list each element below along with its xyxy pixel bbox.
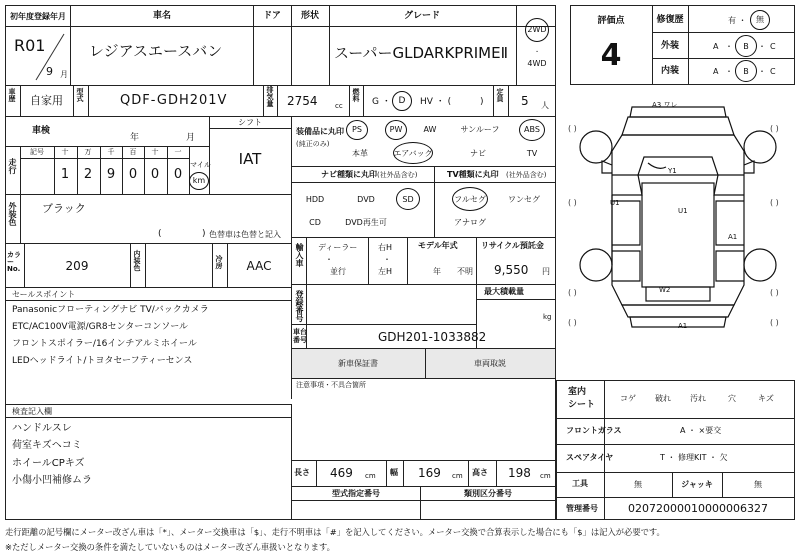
int-b: B — [743, 67, 749, 76]
capacity-unit: 人 — [541, 101, 549, 110]
inspector-line-1: ハンドルスレ — [12, 423, 72, 434]
seat-hole: 穴 — [728, 394, 736, 403]
interior-seat-label-1: 室内 — [568, 387, 587, 397]
bracket-mark: ( ) — [568, 288, 577, 297]
width-label: 幅 — [390, 468, 398, 477]
tv-label: TV種類に丸印 — [447, 170, 499, 179]
inspector-line-3: ホイールCPキズ — [12, 458, 85, 469]
tv-sub: (社外品含む) — [506, 171, 547, 179]
shift-value: IAT — [238, 150, 262, 168]
mileage-digit-1: 1 — [60, 167, 70, 182]
bracket-mark: ( ) — [770, 318, 779, 327]
mileage-head-0: 記号 — [30, 148, 44, 156]
import-right: 右H — [378, 243, 393, 252]
equipment-sub: (純正のみ) — [296, 140, 330, 148]
usage-label: 車歴 — [8, 88, 16, 102]
cc-unit: cc — [335, 102, 343, 110]
inspection-label: 車検 — [32, 126, 51, 136]
int-c: C — [770, 67, 776, 76]
color-value: ブラック — [42, 202, 86, 215]
fuel-d: D — [398, 96, 406, 106]
bracket-mark: ( ) — [568, 318, 577, 327]
mileage-head-4: 百 — [129, 148, 137, 156]
navi-label: ナビ種類に丸印 — [321, 170, 377, 179]
mileage-label: 走行 — [8, 158, 17, 174]
import-parallel: 並行 — [330, 267, 346, 276]
sales-points-label: セールスポイント — [12, 290, 76, 299]
equip-sunroof: サンルーフ — [460, 125, 500, 134]
car-diagram — [562, 95, 794, 335]
mark-w2: W2 — [659, 286, 671, 294]
chassis-label: 車台番号 — [293, 328, 307, 344]
glass-label: フロントガラス — [566, 426, 622, 435]
seat-dirt: 汚れ — [690, 394, 706, 403]
grade: スーパーGLDARKPRIMEⅡ — [334, 44, 508, 62]
reg-month-unit: 月 — [60, 70, 68, 79]
navi-sub: (社外品含む) — [377, 171, 418, 179]
mark-u1-left: U1 — [610, 199, 620, 207]
bracket-mark: ( ) — [770, 288, 779, 297]
max-load-kg: kg — [543, 313, 552, 321]
inspector-label: 検査記入欄 — [12, 407, 52, 416]
reg-month: 9 — [46, 65, 53, 78]
int-sep-1: ・ — [725, 67, 733, 76]
model-year-label: モデル年式 — [418, 241, 458, 250]
mileage-head-1: 十 — [61, 148, 69, 156]
mark-a1-rear: A1 — [678, 322, 688, 330]
equip-tv: TV — [526, 149, 538, 158]
navi-hdd: HDD — [305, 195, 325, 204]
width-value: 169 — [418, 466, 441, 480]
capacity-value: 5 — [521, 94, 529, 108]
import-left: 左H — [378, 267, 393, 276]
import-dealer: ディーラー — [318, 243, 358, 252]
seat-tear: 破れ — [655, 394, 671, 403]
interior-seat-label-2: シート — [568, 400, 596, 410]
model-year-unit: 年 — [433, 267, 441, 276]
equip-aw: AW — [423, 125, 437, 134]
color-paren-close: ) — [202, 229, 206, 239]
bracket-mark: ( ) — [770, 198, 779, 207]
displacement-value: 2754 — [287, 94, 318, 108]
grade-label: グレード — [403, 11, 441, 21]
sales-point-2: ETC/AC100V電源/GR8センターコンソール — [12, 322, 189, 332]
equip-pw: PW — [389, 125, 403, 134]
width-cm: cm — [452, 472, 463, 480]
seat-burn: コゲ — [620, 394, 636, 403]
footer-note-2: ※ただしメーター交換の条件を満たしていないものはメーター改ざん車扱いとなります。 — [5, 542, 335, 552]
navi-dvd: DVD — [357, 195, 375, 204]
tv-analog: アナログ — [454, 218, 486, 227]
recycle-yen: 円 — [542, 267, 550, 276]
shift-label: シフト — [238, 118, 262, 127]
ext-sep-2: ・ — [758, 42, 766, 51]
color-code: 209 — [65, 259, 89, 273]
tools-value: 無 — [634, 480, 642, 489]
manual-label: 車両取説 — [474, 359, 506, 368]
mileage-head-3: 千 — [107, 148, 115, 156]
tools-label: 工具 — [572, 479, 588, 488]
ext-sep-1: ・ — [725, 42, 733, 51]
repair-selected: 無 — [756, 15, 764, 24]
length-label: 長さ — [294, 468, 310, 477]
seat-scratch: キズ — [758, 394, 774, 403]
navi-sd: SD — [402, 195, 414, 204]
spare-label: スペアタイヤ — [566, 453, 614, 462]
navi-cd: CD — [309, 218, 321, 227]
tv-fullseg: フルセグ — [454, 195, 486, 204]
reg-era: R01 — [14, 36, 46, 55]
equip-airbag: エアバッグ — [393, 149, 433, 158]
car-name-label: 車名 — [152, 11, 172, 21]
recycle-label: リサイクル預託金 — [481, 241, 544, 250]
model-value: QDF-GDH201V — [120, 93, 228, 108]
ext-a: A — [713, 42, 719, 51]
tv-oneseg: ワンセグ — [508, 195, 540, 204]
chassis-value: GDH201-1033882 — [378, 330, 487, 344]
shape-label: 形状 — [300, 11, 320, 21]
sales-point-4: LEDヘッドライト/トヨタセーフティーセンス — [12, 356, 193, 366]
interior-label: 内装 — [660, 66, 680, 76]
import-dot-1: ・ — [325, 255, 333, 264]
height-cm: cm — [540, 472, 551, 480]
interior-color-label: 内装色 — [133, 250, 141, 271]
sales-point-3: フロントスポイラー/16インチアルミホイール — [12, 339, 197, 349]
max-load-label: 最大積載量 — [484, 287, 524, 296]
glass-value: A ・ ×要交 — [680, 426, 722, 435]
spare-value: T ・ 修理KIT ・ 欠 — [660, 453, 728, 462]
footer-note-1: 走行距離の記号欄にメーター改ざん車は「*」、メーター交換車は「$」、走行不明車は「#」を記入してください。メーター交換で合算表示した場合にも「$」は記入が必要です。 — [5, 527, 665, 537]
type-cert-label: 型式指定番号 — [332, 489, 380, 498]
equipment-label: 装備品に丸印 — [296, 127, 344, 136]
equip-leather: 本革 — [352, 149, 368, 158]
mileage-head-5: 十 — [151, 148, 159, 156]
mile-label: マイル — [190, 161, 211, 169]
bracket-mark: ( ) — [568, 198, 577, 207]
mileage-head-6: 一 — [174, 148, 182, 156]
color-paren-open: ( — [158, 229, 162, 239]
drive-dot: . — [535, 45, 539, 55]
warranty-label: 新車保証書 — [338, 359, 378, 368]
door-label: ドア — [263, 11, 281, 21]
color-label: 外装色 — [8, 202, 17, 226]
inspection-year-unit: 年 — [130, 133, 140, 143]
equip-ps: PS — [352, 125, 362, 134]
mark-u1-center: U1 — [678, 207, 688, 215]
fuel-close: ) — [480, 97, 484, 107]
sales-point-1: Panasonicフローティングナビ TV/バックカメラ — [12, 305, 209, 315]
mark-y1: Y1 — [668, 167, 677, 175]
bracket-mark: ( ) — [568, 124, 577, 133]
usage-value: 自家用 — [30, 94, 63, 107]
repair-label: 修復歴 — [656, 15, 684, 25]
mileage-digit-3: 9 — [106, 167, 116, 182]
aircon-label: 冷房 — [215, 255, 223, 269]
notes-label: 注意事項・不具合箇所 — [296, 381, 366, 389]
import-dot-2: ・ — [383, 255, 391, 264]
fuel-hv: HV ・ ( — [420, 97, 452, 107]
jack-label: ジャッキ — [681, 480, 713, 489]
inspection-month-unit: 月 — [186, 133, 196, 143]
jack-value: 無 — [754, 480, 762, 489]
length-cm: cm — [365, 472, 376, 480]
registration-label: 登録番号 — [295, 290, 304, 322]
drive-2wd: 2WD — [527, 25, 547, 34]
height-label: 高さ — [472, 468, 488, 477]
inspector-line-4: 小傷小凹補修ムラ — [12, 475, 92, 486]
ext-c: C — [770, 42, 776, 51]
mileage-digit-4: 0 — [128, 167, 138, 182]
color-code-label: カラーNo. — [7, 251, 21, 273]
mileage-digit-6: 0 — [173, 167, 183, 182]
score-value: 4 — [600, 38, 622, 73]
mgmt-value: 02072000010000006327 — [628, 502, 768, 515]
int-sep-2: ・ — [758, 67, 766, 76]
exterior-label: 外装 — [660, 41, 680, 51]
mileage-digit-2: 2 — [83, 167, 93, 182]
fuel-g: G ・ — [372, 97, 391, 107]
equip-navi: ナビ — [470, 149, 486, 158]
model-label: 型式 — [76, 88, 84, 102]
model-year-unknown: 不明 — [457, 267, 473, 276]
reg-date-label: 初年度登録年月 — [10, 12, 66, 21]
inspector-line-2: 荷室キズヘコミ — [12, 440, 82, 451]
class-label: 類別区分番号 — [464, 489, 512, 498]
color-note: 色替車は色替と記入 — [209, 230, 281, 239]
length-value: 469 — [330, 466, 353, 480]
fuel-label: 燃料 — [352, 88, 360, 102]
ext-b: B — [743, 42, 749, 51]
km-label: km — [192, 176, 206, 185]
recycle-value: 9,550 — [494, 263, 529, 277]
mark-a3: A3 ワレ — [652, 101, 678, 109]
equip-abs: ABS — [524, 125, 540, 134]
navi-dvd-play: DVD再生可 — [345, 218, 387, 227]
int-a: A — [713, 67, 719, 76]
drive-4wd: 4WD — [527, 59, 547, 68]
mileage-head-2: 万 — [84, 148, 92, 156]
aircon-value: AAC — [246, 259, 272, 273]
displacement-label: 排気量 — [266, 86, 274, 107]
mark-a1-side: A1 — [728, 233, 738, 241]
repair-options: 有 ・ — [728, 16, 747, 25]
import-label: 輸入車 — [295, 243, 304, 267]
car-name: レジアスエースバン — [89, 42, 223, 60]
score-label: 評価点 — [597, 16, 625, 26]
mgmt-label: 管理番号 — [566, 504, 598, 513]
capacity-label: 定員 — [496, 88, 504, 102]
height-value: 198 — [508, 466, 531, 480]
mileage-digit-5: 0 — [150, 167, 160, 182]
bracket-mark: ( ) — [770, 124, 779, 133]
